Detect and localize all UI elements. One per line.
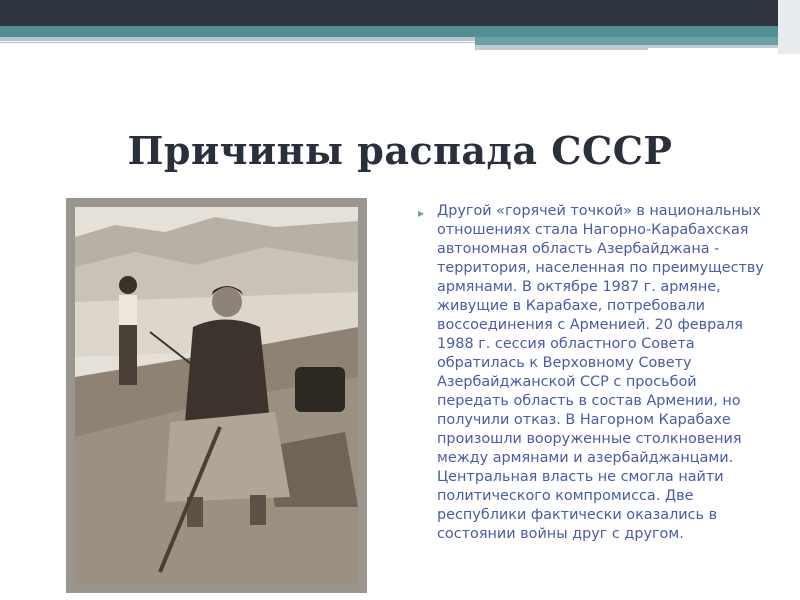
- header-bar-gray-left: [0, 37, 475, 43]
- photo-illustration: [75, 207, 358, 584]
- slide-title: Причины распада СССР: [127, 128, 673, 173]
- historical-photo: [75, 207, 358, 584]
- header-bar-teal-right: [475, 37, 800, 45]
- photo-frame: [66, 198, 367, 593]
- triangle-bullet-icon: ▸: [418, 206, 425, 220]
- header-line-left: [0, 41, 475, 42]
- header-edge-block: [778, 0, 800, 54]
- header-bar-teal: [0, 26, 800, 37]
- body-paragraph: Другой «горячей точкой» в национальных отношениях стала Нагорно-Карабахская автономная область Азербайджана - территория, населенная по преимуществу армянами. В октябре 1987 г. армяне, живущие в Карабахе, потребовали воссоединения с Арменией. 20 февраля 1988 г. сессия областного Совета обратилась к Верховному Совету Азербайджанской ССР с просьбой передать область в состав Армении, но получили отказ. В Нагорном Карабахе произошли вооруженные столкновения между армянами и азербайджанцами. Центральная власть не смогла найти политического компромисса. Две республики фактически оказались в состоянии войны друг с другом.: [437, 203, 764, 542]
- header-bar-dark: [0, 0, 800, 26]
- body-text-block: [420, 202, 770, 544]
